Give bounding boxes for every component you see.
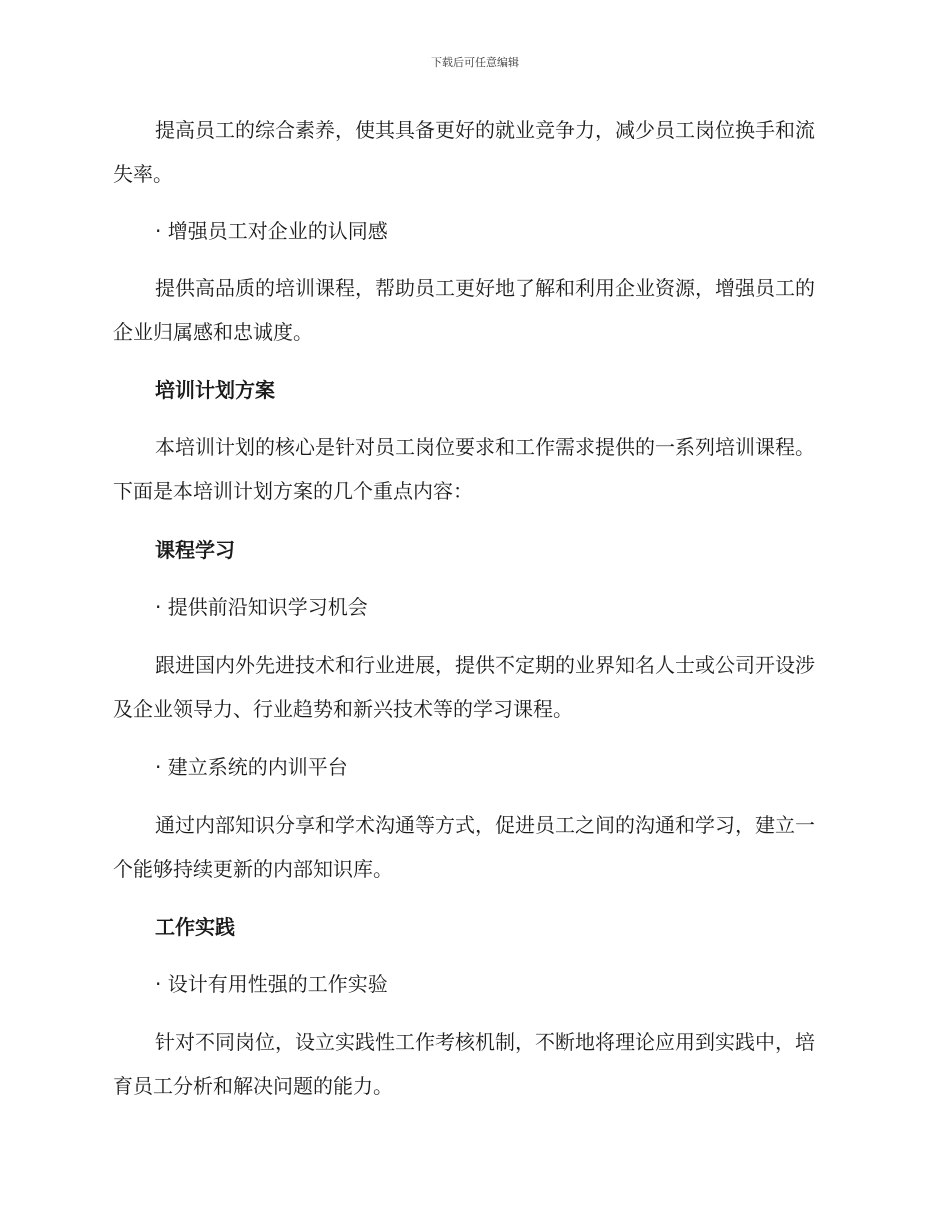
paragraph-3: 本培训计划的核心是针对员工岗位要求和工作需求提供的一系列培训课程。下面是本培训计划方案的几个重点内容： — [113, 435, 815, 503]
bullet-item-1: · 增强员工对企业的认同感 — [155, 219, 388, 243]
section-heading-1: 培训计划方案 — [155, 378, 275, 402]
page-header-note: 下载后可任意编辑 — [431, 56, 519, 69]
bullet-item-4: · 设计有用性强的工作实验 — [155, 972, 388, 996]
bullet-item-3: · 建立系统的内训平台 — [155, 755, 348, 779]
paragraph-5: 通过内部知识分享和学术沟通等方式，促进员工之间的沟通和学习，建立一个能够持续更新的内部知识库。 — [113, 813, 815, 881]
paragraph-6: 针对不同岗位，设立实践性工作考核机制，不断地将理论应用到实践中，培育员工分析和解决问题的能力。 — [113, 1030, 815, 1098]
bullet-item-2: · 提供前沿知识学习机会 — [155, 595, 368, 619]
paragraph-4: 跟进国内外先进技术和行业进展，提供不定期的业界知名人士或公司开设涉及企业领导力、行业趋势和新兴技术等的学习课程。 — [113, 653, 815, 721]
section-heading-3: 工作实践 — [155, 915, 235, 939]
paragraph-1: 提高员工的综合素养，使其具备更好的就业竞争力，减少员工岗位换手和流失率。 — [113, 118, 815, 186]
section-heading-2: 课程学习 — [155, 538, 235, 562]
paragraph-2: 提供高品质的培训课程，帮助员工更好地了解和利用企业资源，增强员工的企业归属感和忠诚度。 — [113, 276, 815, 344]
